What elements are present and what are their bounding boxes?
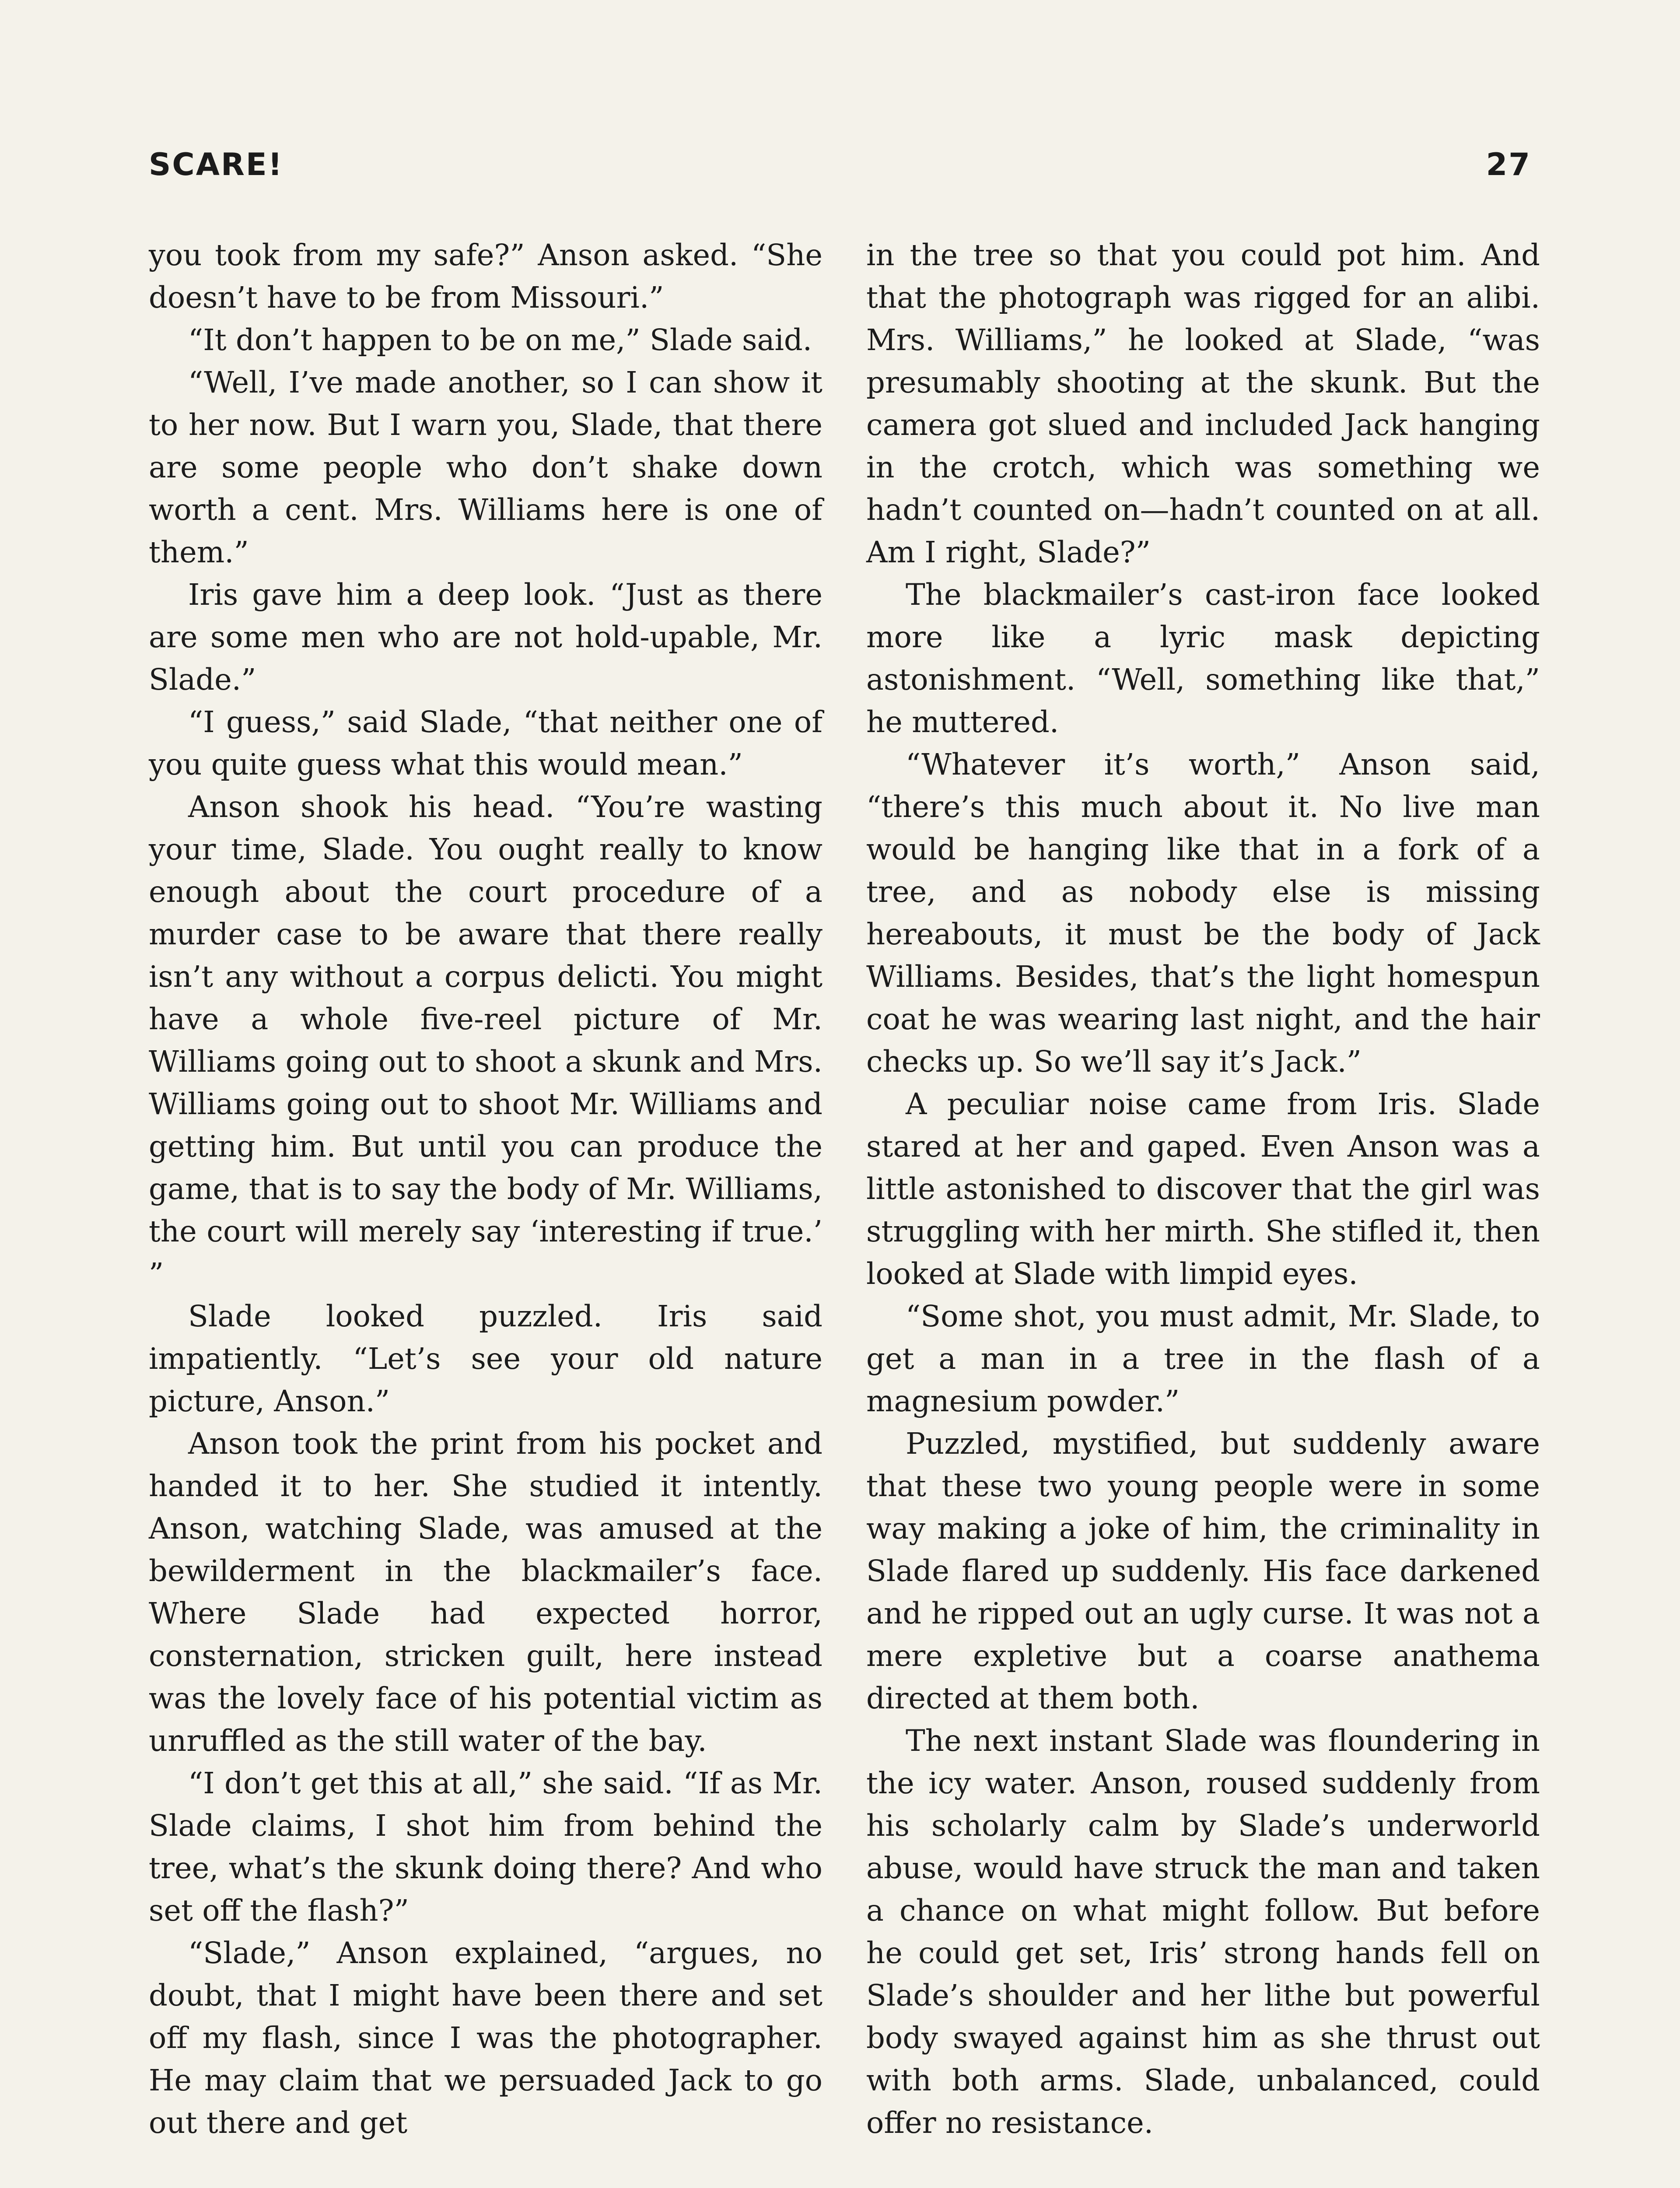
- paragraph: “It don’t happen to be on me,” Slade said.: [188, 323, 812, 357]
- paragraph: in the tree so that you could pot him. And that the photograph was rigged for an alibi. Mrs. Williams,” he looked at Slade, “was presumably shooting at the skunk. But the camera got slued and included Jack hanging in the crotch, which was something we hadn’t counted on—hadn’t counted on at all. Am I right, Slade?”: [866, 238, 1540, 569]
- paragraph: Slade looked puzzled. Iris said impatiently. “Let’s see your old nature picture, Anson.”: [149, 1299, 822, 1418]
- paragraph: “I guess,” said Slade, “that neither one of you quite guess what this would mean.”: [149, 705, 822, 782]
- paragraph: Anson took the print from his pocket and handed it to her. She studied it intently. Anson, watching Slade, was amused at the bewilderment in the blackmailer’s face. Where Slade had expected horror, consternation, stricken guilt, here instead was the lovely face of his potential victim as unruffled as the still water of the bay.: [149, 1427, 822, 1758]
- paragraph: “Slade,” Anson explained, “argues, no doubt, that I might have been there and set off my flash, since I was the photographer. He may claim that we persuaded Jack to go out there and get: [149, 1936, 822, 2140]
- right-text-column: [866, 234, 1540, 2144]
- paragraph: A peculiar noise came from Iris. Slade stared at her and gaped. Even Anson was a little astonished to discover that the girl was struggling with her mirth. She stifled it, then looked at Slade with limpid eyes.: [866, 1087, 1540, 1291]
- paragraph: “Some shot, you must admit, Mr. Slade, to get a man in a tree in the flash of a magnesium powder.”: [866, 1299, 1540, 1418]
- page-number: 27: [1486, 147, 1531, 182]
- paragraph: “I don’t get this at all,” she said. “If as Mr. Slade claims, I shot him from behind the tree, what’s the skunk doing there? And who set off the flash?”: [149, 1766, 822, 1928]
- page-header: [149, 147, 1531, 199]
- paragraph: The next instant Slade was floundering in the icy water. Anson, roused suddenly from his scholarly calm by Slade’s underworld abuse, would have struck the man and taken a chance on what might follow. But before he could get set, Iris’ strong hands fell on Slade’s shoulder and her lithe but powerful body swayed against him as she thrust out with both arms. Slade, unbalanced, could offer no resistance.: [866, 1724, 1540, 2140]
- running-title: SCARE!: [149, 147, 284, 182]
- paragraph: Iris gave him a deep look. “Just as there are some men who are not hold-upable, Mr. Slade.”: [149, 578, 822, 697]
- paragraph: Anson shook his head. “You’re wasting your time, Slade. You ought really to know enough about the court procedure of a murder case to be aware that there really isn’t any without a corpus delicti. You might have a whole five-reel picture of Mr. Williams going out to shoot a skunk and Mrs. Williams going out to shoot Mr. Williams and getting him. But until you can produce the game, that is to say the body of Mr. Williams, the court will merely say ‘interesting if true.’ ”: [149, 790, 822, 1291]
- paragraph: Puzzled, mystified, but suddenly aware that these two young people were in some way making a joke of him, the criminality in Slade flared up suddenly. His face darkened and he ripped out an ugly curse. It was not a mere expletive but a coarse anathema directed at them both.: [866, 1427, 1540, 1715]
- paragraph: “Well, I’ve made another, so I can show it to her now. But I warn you, Slade, that there are some people who don’t shake down worth a cent. Mrs. Williams here is one of them.”: [149, 365, 822, 569]
- paragraph: “Whatever it’s worth,” Anson said, “there’s this much about it. No live man would be hanging like that in a fork of a tree, and as nobody else is missing hereabouts, it must be the body of Jack Williams. Besides, that’s the light homespun coat he was wearing last night, and the hair checks up. So we’ll say it’s Jack.”: [866, 747, 1540, 1079]
- paragraph: you took from my safe?” Anson asked. “She doesn’t have to be from Missouri.”: [149, 238, 822, 315]
- paragraph: The blackmailer’s cast-iron face looked more like a lyric mask depicting astonishment. “Well, something like that,” he muttered.: [866, 578, 1540, 739]
- left-text-column: [149, 234, 822, 2144]
